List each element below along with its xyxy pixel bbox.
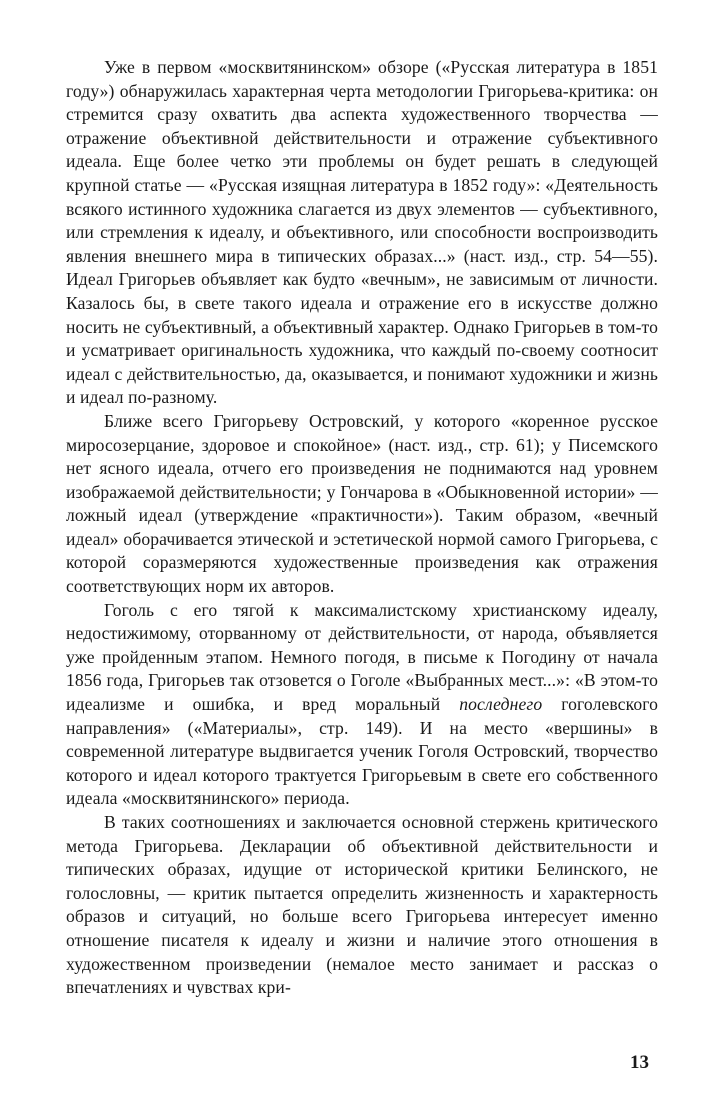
- paragraph: [66, 599, 658, 811]
- paragraph-text: Ближе всего Григорьеву Островский, у которого «коренное русское миросозерцание, здоровое и спокойное» (наст. изд., стр. 61); у Писемского нет ясного идеала, отчего его произведения не поднимаются над уровнем изображаемой действительности; у Гончарова в «Обыкновенной истории» — ложный идеал (утверждение «практичности»). Таким образом, «вечный идеал» оборачивается этической и эстетической нормой самого Григорьева, с которой соразмеряются художественные произведения как отражения соответствующих норм их авторов.: [66, 410, 658, 597]
- paragraph-text: гоголевского направления» («Материалы», стр. 149). И на место «вершины» в современной литературе выдвигается ученик Гоголя Островский, творчество которого и идеал которого трактуется Григорьевым в свете его собственного идеала «москвитянинского» периода.: [66, 694, 659, 809]
- paragraph-text: В таких соотношениях и заключается основной стержень критического метода Григорьева. Декларации об объективной действительности и типических образах, идущие от исторической критики Белинского, не голословны, — критик пытается определить жизненность и характерность образов и ситуаций, но больше всего Григорьева интересует именно отношение писателя к идеалу и жизни и наличие этого отношения в художественном произведении (немалое место занимает и рассказ о впечатлениях и чувствах кри-: [66, 812, 658, 998]
- emphasized-word: последнего: [459, 694, 543, 715]
- paragraph: [66, 811, 658, 1000]
- document-page: [66, 56, 658, 1000]
- paragraph-text: Уже в первом «москвитянинском» обзоре («Русская литература в 1851 году») обнаружилась характерная черта методологии Григорьева-критика: он стремится сразу охватить два аспекта художественного творчества — отражение объективной действительности и отражение субъективного идеала. Еще более четко эти проблемы он будет решать в следующей крупной статье — «Русская изящная литература в 1852 году»: «Деятельность всякого истинного художника слагается из двух элементов — субъективного, или стремления к идеалу, и объективного, или способности воспроизводить явления внешнего мира в типических образах...» (наст. изд., стр. 54—55). Идеал Григорьев объявляет как будто «вечным», не зависимым от личности. Казалось бы, в свете такого идеала и отражение его в искусстве должно носить не субъективный, а объективный характер. Однако Григорьев в том-то и усматривает оригинальность художника, что каждый по-своему соотносит идеал с действительностью, да, оказывается, и понимают художники и жизнь и идеал по-разному.: [66, 57, 658, 408]
- paragraph: [66, 410, 658, 599]
- paragraph: [66, 56, 658, 410]
- page-number: 13: [630, 1052, 649, 1073]
- paragraph-text: Гоголь с его тягой к максималистскому христианскому идеалу, недостижимому, оторванному от действительности, от народа, объявляется уже пройденным этапом. Немного погодя, в письме к Погодину от начала 1856 года, Григорьев так отзовется о Гоголе «Выбранных мест...»: «В этом-то идеализме и ошибка, и вред моральный: [66, 599, 658, 715]
